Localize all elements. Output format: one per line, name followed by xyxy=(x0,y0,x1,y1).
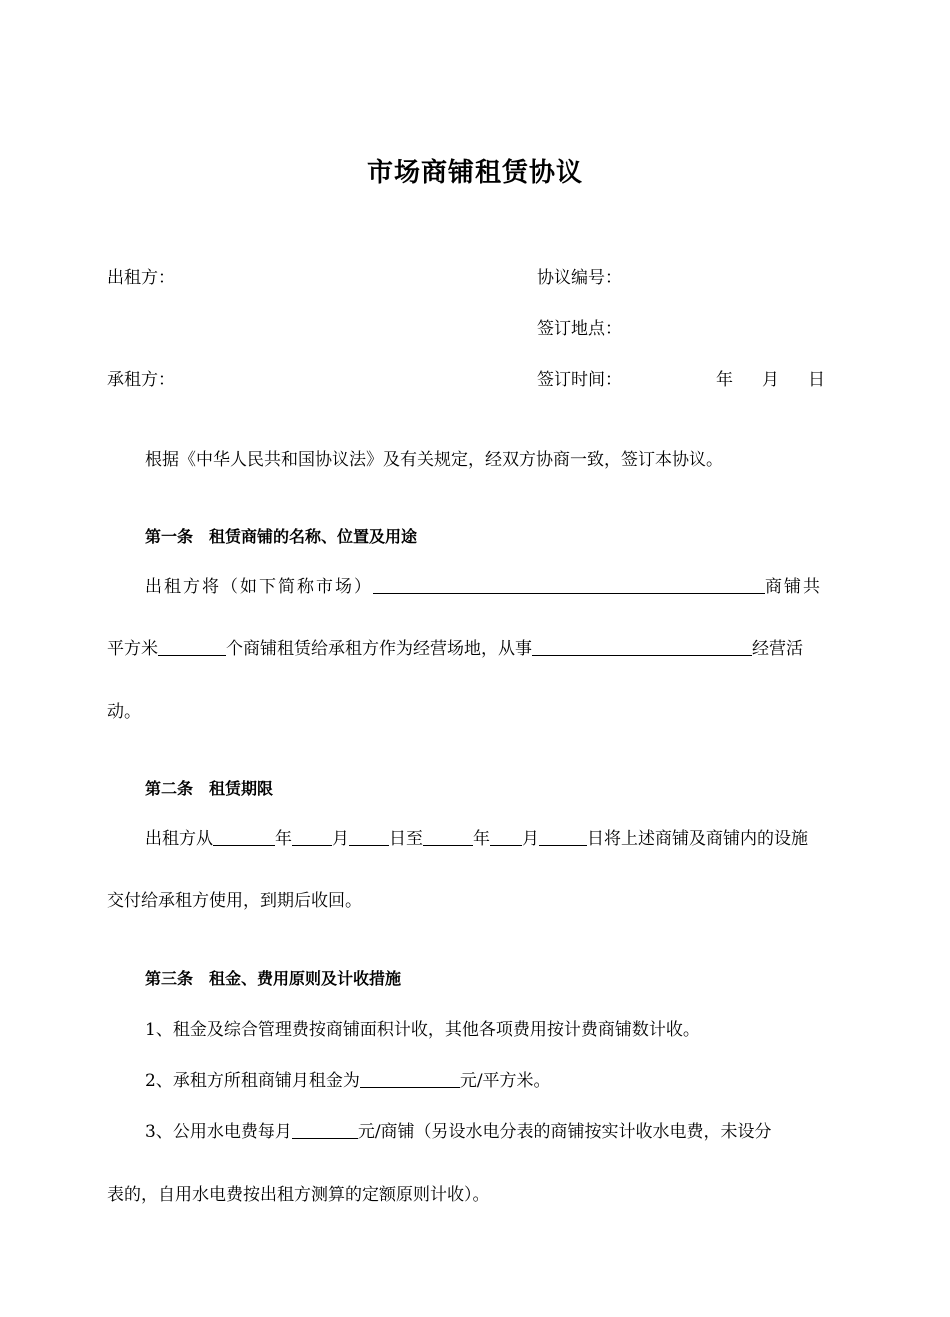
utility-fee-blank[interactable] xyxy=(292,1121,358,1139)
article-2-text: 月 xyxy=(332,829,349,849)
article-3-text: 元/商铺（另设水电分表的商铺按实计收水电费，未设分 xyxy=(357,1122,772,1142)
article-3-heading: 第三条 租金、费用原则及计收措施 xyxy=(145,969,402,988)
business-type-blank[interactable] xyxy=(532,638,752,656)
article-3-item-3-continued: 表的，自用水电费按出租方测算的定额原则计收）。 xyxy=(107,1185,490,1205)
article-3-item-2 xyxy=(145,1070,551,1092)
article-2-text: 月 xyxy=(522,829,539,849)
article-3-item-3 xyxy=(145,1121,772,1143)
end-year-blank[interactable] xyxy=(423,828,473,846)
market-name-blank[interactable] xyxy=(373,576,765,594)
start-year-blank[interactable] xyxy=(213,828,275,846)
page-title: 市场商铺租赁协议 xyxy=(366,158,583,188)
signing-time-label: 签订时间： xyxy=(537,370,622,390)
article-2-text: 出租方从 xyxy=(145,829,213,849)
signing-place-label: 签订地点： xyxy=(537,319,622,339)
agreement-number-label: 协议编号： xyxy=(537,268,622,288)
monthly-rent-blank[interactable] xyxy=(360,1070,460,1088)
article-2-heading: 第二条 租赁期限 xyxy=(145,779,274,798)
end-month-blank[interactable] xyxy=(490,828,522,846)
article-2-text: 日将上述商铺及商铺内的设施 xyxy=(587,829,808,849)
start-day-blank[interactable] xyxy=(349,828,389,846)
article-2-text: 年 xyxy=(473,829,490,849)
article-1-text: 出租方将（如下简称市场） xyxy=(145,577,373,597)
article-1-text: 经营活 xyxy=(752,639,803,659)
lessor-label: 出租方： xyxy=(107,268,175,288)
preamble: 根据《中华人民共和国协议法》及有关规定，经双方协商一致，签订本协议。 xyxy=(145,450,723,470)
article-2-text: 年 xyxy=(275,829,292,849)
article-3-item-1: 1、租金及综合管理费按商铺面积计收，其他各项费用按计费商铺数计收。 xyxy=(145,1020,700,1040)
article-1-line-2 xyxy=(107,638,803,660)
article-2-line-2: 交付给承租方使用，到期后收回。 xyxy=(107,891,362,911)
signing-day-label: 日 xyxy=(808,370,825,390)
signing-year-label: 年 xyxy=(716,370,733,390)
end-day-blank[interactable] xyxy=(539,828,587,846)
article-2-text: 日至 xyxy=(389,829,423,849)
article-1-line-1 xyxy=(145,576,822,598)
signing-month-label: 月 xyxy=(762,370,779,390)
article-1-line-3: 动。 xyxy=(107,702,141,722)
article-3-text: 元/平方米。 xyxy=(459,1071,551,1091)
article-3-text: 2、承租方所租商铺月租金为 xyxy=(145,1071,360,1091)
lessee-label: 承租方： xyxy=(107,370,175,390)
start-month-blank[interactable] xyxy=(292,828,332,846)
article-1-text: 个商铺租赁给承租方作为经营场地，从事 xyxy=(226,639,532,659)
article-3-text: 3、公用水电费每月 xyxy=(145,1122,292,1142)
article-1-text: 商铺共 xyxy=(765,577,822,597)
article-1-text: 平方米 xyxy=(107,639,158,659)
shop-count-blank[interactable] xyxy=(158,638,226,656)
article-2-line-1 xyxy=(145,828,808,850)
article-1-heading: 第一条 租赁商铺的名称、位置及用途 xyxy=(145,527,418,546)
